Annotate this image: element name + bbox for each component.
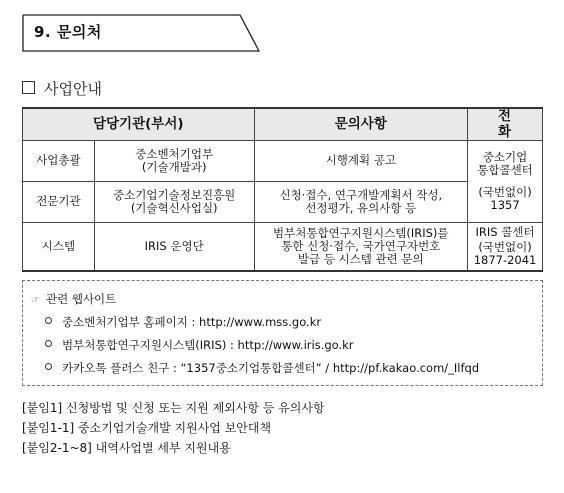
org-cell: 사업총괄: [23, 141, 95, 182]
attachment-item: [붙임1-1] 중소기업기술개발 지원사업 보안대책: [22, 421, 272, 435]
table-row: [23, 141, 543, 182]
section-title-text: 문의처: [56, 23, 102, 41]
phone-cell-callcenter: [468, 141, 543, 223]
dept-cell: 중소기업기술정보진흥원 (기술혁신사업실): [94, 182, 254, 223]
website-link[interactable]: 카카오톡 플러스 친구 : “1357중소기업통합콜센터” / http://pf.kakao.com/_Ilfqd: [62, 361, 480, 375]
section-title: [34, 21, 102, 42]
websites-title: 관련 웹사이트: [45, 292, 117, 306]
section-header: [22, 14, 260, 52]
phone-number: (국번없이) 1357: [478, 184, 532, 212]
inquiry-cell: 신청·접수, 연구개발계획서 작성, 선정평가, 유의사항 등: [254, 182, 468, 223]
org-cell: 시스템: [23, 223, 95, 272]
circle-bullet-icon: [45, 317, 52, 324]
contact-table: [22, 107, 543, 272]
websites-box: [22, 280, 543, 386]
dept-cell: IRIS 운영단: [94, 223, 254, 272]
website-link[interactable]: 중소벤처기업부 홈페이지 : http://www.mss.go.kr: [62, 315, 322, 329]
circle-bullet-icon: [45, 363, 52, 370]
subheading-text: 사업안내: [44, 80, 102, 98]
table-row: [23, 223, 543, 272]
circle-bullet-icon: [45, 340, 52, 347]
phone-number: (국번없이) 1877-2041: [473, 239, 537, 268]
org-cell: 전문기관: [23, 182, 95, 223]
pointing-hand-icon: ☞: [31, 295, 40, 306]
attachment-item: [붙임1] 신청방법 및 신청 또는 지원 제외사항 등 유의사항: [22, 401, 325, 415]
phone-cell-iris: [468, 223, 543, 272]
inquiry-cell: 범부처통합연구지원시스템(IRIS)를 통한 신청·접수, 국가연구자번호 발급 등 시스템 관련 문의: [254, 223, 468, 272]
websites-heading: [31, 291, 116, 307]
website-link[interactable]: 범부처통합연구지원시스템(IRIS) : http://www.iris.go.kr: [62, 338, 354, 352]
table-header-row: [23, 108, 543, 141]
header-inquiry: 문의사항: [254, 108, 468, 141]
list-item: [45, 314, 321, 330]
phone-name: 중소기업 통합콜센터: [477, 150, 533, 178]
phone-name: IRIS 콜센터: [475, 224, 535, 239]
section-number: 9.: [34, 23, 52, 41]
table-row: [23, 182, 543, 223]
attachments-list: [22, 398, 325, 458]
subheading: [22, 78, 102, 99]
checkbox-square-icon: [22, 81, 35, 94]
inquiry-cell: 시행계획 공고: [254, 141, 468, 182]
header-department: 담당기관(부서): [23, 108, 255, 141]
list-item: [45, 360, 479, 376]
list-item: [45, 337, 354, 353]
dept-cell: 중소벤처기업부 (기술개발과): [94, 141, 254, 182]
attachment-item: [붙임2-1~8] 내역사업별 세부 지원내용: [22, 441, 231, 455]
header-phone: 전 화: [468, 108, 543, 141]
